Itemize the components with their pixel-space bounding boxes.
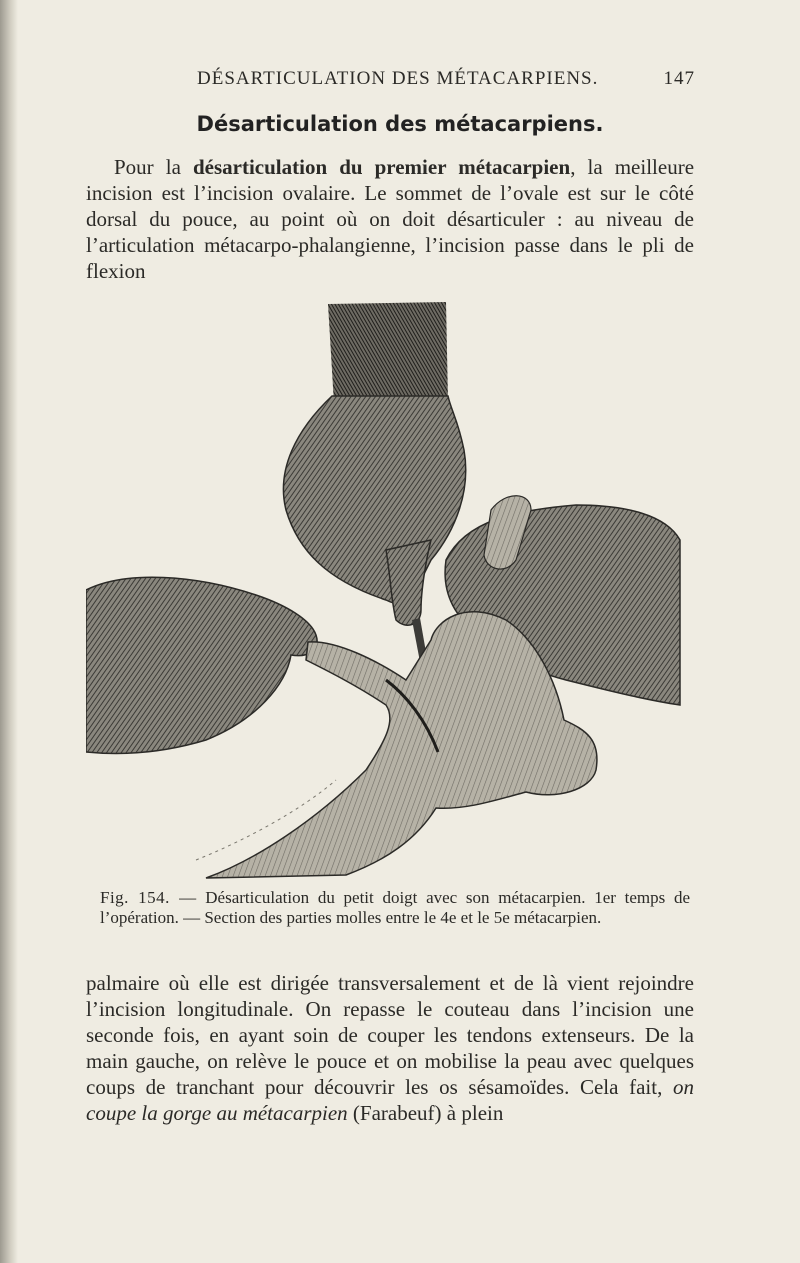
- paragraph-bottom-tail: (Farabeuf) à plein: [347, 1101, 504, 1125]
- paragraph-top: [86, 154, 694, 284]
- caption-text: 1er temps de l’opération. — Section des parties molles entre le 4e et le 5e métacarpien.: [100, 888, 691, 927]
- paragraph-top-rest: , la meilleure incision est l’incision ovalaire. Le sommet de l’ovale est sur le côté dorsal du pouce, au point où on doit désarticuler : au niveau de l’articulation métacarpo-phalangienne, l’incision passe dans le pli de flexion: [86, 155, 695, 283]
- left-hand-shape: [86, 577, 317, 753]
- paragraph-bottom: [86, 970, 694, 1126]
- section-title: Désarticulation des métacarpiens.: [196, 112, 604, 136]
- running-title: DÉSARTICULATION DES MÉTACARPIENS.: [197, 68, 599, 89]
- page-edge-shadow: [0, 0, 18, 1263]
- running-header: [175, 62, 695, 92]
- upper-hand-shape: [283, 396, 465, 604]
- paragraph-bottom-italic-phrase: on coupe la gorge au métacarpien: [86, 1075, 694, 1125]
- surgical-engraving-figure: [86, 300, 686, 880]
- engraving-illustration: [86, 300, 686, 880]
- figure-caption: [100, 888, 690, 928]
- index-finger-shape: [386, 540, 431, 625]
- paragraph-top-lead: Pour la: [114, 155, 193, 179]
- sleeve-shape: [328, 302, 448, 404]
- paragraph-top-bold-term: désarticulation du premier métacarpien: [192, 155, 571, 179]
- caption-figure-label: Fig. 154. —: [100, 888, 197, 907]
- caption-title: Désarticulation du petit doigt avec son métacarpien.: [205, 888, 586, 907]
- paragraph-bottom-text: palmaire où elle est dirigée transversalement et de là vient rejoindre l’incision longitudinale. On repasse le couteau dans l’incision une seconde fois, en ayant soin de couper les tendons extenseurs. De la main gauche, on relève le pouce et on mobilise la peau avec quelques coups de tranchant pour découvrir les os sésamoïdes. Cela fait,: [86, 971, 694, 1099]
- page-number: 147: [663, 68, 695, 89]
